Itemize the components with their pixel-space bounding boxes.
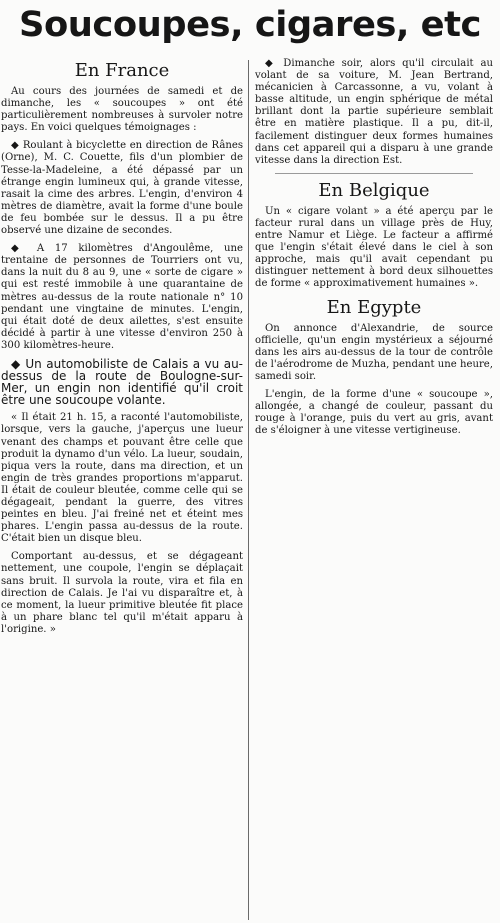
article-paragraph-quote-2: Comportant au-dessus, et se dégageant nettement, une coupole, l'engin se déplaçait sans bruit. Il survola la route, vira et fila en direction de Calais. Je l'ai vu disparaître et, à ce moment, la lueur primitive bleutée fit place à un phare blanc tel qu'il m'était apparu à l'origine. » — [1, 551, 243, 635]
intro-paragraph: Au cours des journées de samedi et de dimanche, les « soucoupes » ont été particulièrement nombreuses à survoler notre pays. En voici quelques témoignages : — [1, 86, 243, 134]
left-column — [1, 58, 243, 920]
section-title-france: En France — [74, 60, 170, 81]
article-paragraph-carcassonne: ◆ Dimanche soir, alors qu'il circulait au volant de sa voiture, M. Jean Bertrand, mécanicien à Carcassonne, a vu, volant à basse altitude, un engin sphérique de métal brillant dont la partie supérieure semblait être en matière plastique. Il a pu, dit-il, facilement distinguer deux formes humaines dans cet appareil qui a disparu à une grande vitesse dans la direction Est. — [255, 58, 493, 166]
article-paragraph-rânes: ◆ Roulant à bicyclette en direction de Rânes (Orne), M. C. Couette, fils d'un plombier de Tesse-la-Madeleine, a été dépassé par un étrange engin lumineux qui, à grande vitesse, rasait la cime des arbres. L'engin, d'environ 4 mètres de diamètre, avait la forme d'une boule de feu bombée sur le dessus. Il a pu être observé une dizaine de secondes. — [1, 140, 243, 237]
headline: Soucoupes, cigares, etc — [18, 5, 482, 45]
section-divider — [275, 173, 473, 174]
article-paragraph-egypte-1: On annonce d'Alexandrie, de source officielle, qu'un engin mystérieux a séjourné dans les airs au-dessus de la tour de contrôle de l'aérodrome de Muzha, pendant une heure, samedi soir. — [255, 322, 493, 382]
section-title-egypte: En Egypte — [326, 296, 422, 318]
section-title-belgique: En Belgique — [318, 179, 430, 201]
right-column — [255, 58, 493, 618]
column-rule — [248, 60, 249, 920]
article-paragraph-calais: ◆ Un automobiliste de Calais a vu au-dessus de la route de Boulogne-sur-Mer, un engin non identifié qu'il croit être une soucoupe volante. — [1, 356, 243, 408]
article-paragraph-quote-1: « Il était 21 h. 15, a raconté l'automobiliste, lorsque, vers la gauche, j'aperçus une lueur venant des champs et pouvant être celle que produit la dynamo d'un vélo. La lueur, soudain, piqua vers la route, dans ma direction, et un engin de très grandes proportions m'apparut. Il était de couleur bleutée, comme celle qui se dégageait, pendant la guerre, des vitres peintes en bleu. J'ai freiné net et éteint mes phares. L'engin passa au-dessus de la route. C'était bien un disque bleu. — [1, 412, 243, 545]
article-paragraph-egypte-2: L'engin, de la forme d'une « soucoupe », allongée, a changé de couleur, passant du rouge à l'orange, puis du vert au gris, avant de s'éloigner à une vitesse vertigineuse. — [255, 388, 493, 437]
article-paragraph-angouleme: ◆ A 17 kilomètres d'Angoulême, une trentaine de personnes de Tourriers ont vu, dans la nuit du 8 au 9, une « sorte de cigare » qui est resté immobile à une quarantaine de mètres au-dessus de la route nationale n° 10 pendant une vingtaine de minutes. L'engin, qui était doté de deux ailettes, s'est ensuite décidé à partir à une vitesse d'environ 250 à 300 kilomètres-heure. — [1, 243, 243, 351]
article-paragraph-belgique: Un « cigare volant » a été aperçu par le facteur rural dans un village près de Huy, entre Namur et Liège. Le facteur a affirmé que l'engin s'était élevé dans le ciel à son approche, mais qu'il avait cependant pu distinguer nettement à bord deux silhouettes de forme « approximativement humaines ». — [255, 205, 493, 290]
